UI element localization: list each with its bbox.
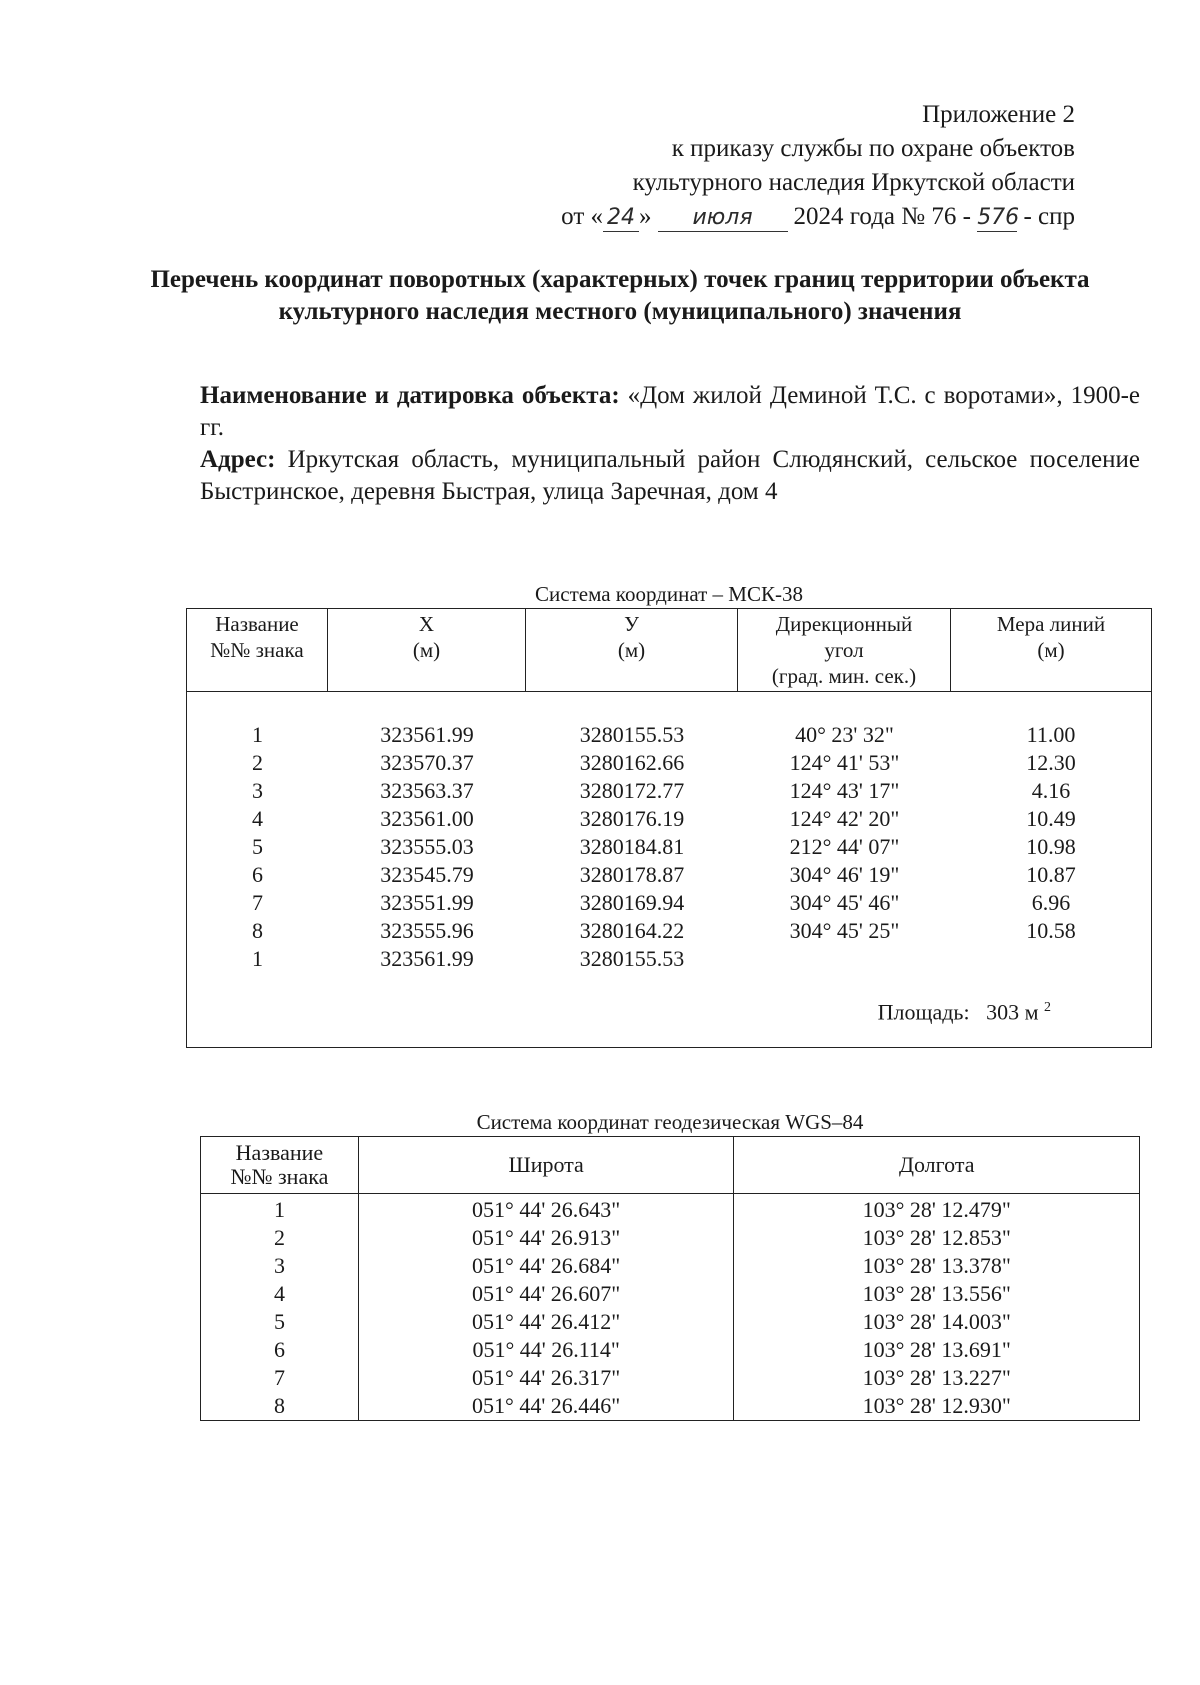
appendix-header xyxy=(561,98,1075,234)
msk-cell-y: 3280155.53 xyxy=(579,946,685,971)
msk-cell-number: 6 xyxy=(252,862,263,887)
msk-cell-number: 7 xyxy=(252,890,263,915)
msk-cell-x: 323561.99 xyxy=(380,722,474,747)
msk-cell-length: 10.49 xyxy=(1026,806,1076,831)
order-reference: к приказу службы по охране объектов xyxy=(671,135,1075,162)
object-info xyxy=(200,380,1140,508)
msk-cell-x: 323563.37 xyxy=(380,778,474,803)
msk-cell-length: 10.98 xyxy=(1026,834,1076,859)
msk-cell-y: 3280184.81 xyxy=(579,834,685,859)
object-address-value: Иркутская область, муниципальный район Слюдянский, сельское поселение Быстринское, деревня Быстрая, улица Заречная, дом 4 xyxy=(200,446,1140,505)
msk-cell-y: 3280178.87 xyxy=(579,862,685,887)
table-row xyxy=(201,1224,1140,1252)
wgs-cell-lat: 051° 44' 26.446" xyxy=(358,1392,734,1421)
wgs-cell-number: 1 xyxy=(201,1194,359,1225)
date-quote-close: » xyxy=(639,203,652,230)
msk-cell-length: 12.30 xyxy=(1026,750,1076,775)
msk-cell-number: 3 xyxy=(252,778,263,803)
date-suffix: - спр xyxy=(1023,203,1075,230)
wgs-cell-lon: 103° 28' 12.930" xyxy=(734,1392,1140,1421)
wgs-cell-lon: 103° 28' 13.691" xyxy=(734,1336,1140,1364)
wgs-table-body xyxy=(201,1194,1140,1421)
wgs-cell-number: 2 xyxy=(201,1224,359,1252)
wgs-cell-lat: 051° 44' 26.913" xyxy=(358,1224,734,1252)
msk-cell-length: 10.58 xyxy=(1026,918,1076,943)
wgs-cell-number: 5 xyxy=(201,1308,359,1336)
table-row xyxy=(201,1252,1140,1280)
msk-cell-y: 3280164.22 xyxy=(579,918,685,943)
msk-cell-y: 3280169.94 xyxy=(579,890,685,915)
table-row xyxy=(187,749,1151,777)
msk-cell-angle: 40° 23' 32" xyxy=(795,722,894,747)
date-year: 2024 года № 76 - xyxy=(793,203,971,230)
msk-header-y: У (м) xyxy=(526,609,738,691)
msk-cell-length: 11.00 xyxy=(1026,722,1076,747)
area-summary xyxy=(878,994,1051,1026)
msk-cell-angle: 124° 43' 17" xyxy=(789,778,900,803)
table-row xyxy=(201,1308,1140,1336)
object-name-label: Наименование и датировка объекта: xyxy=(200,382,620,409)
msk-cell-y: 3280172.77 xyxy=(579,778,685,803)
wgs-table-header xyxy=(201,1137,1140,1194)
wgs-cell-lat: 051° 44' 26.643" xyxy=(358,1194,734,1225)
msk-cell-number: 5 xyxy=(252,834,263,859)
msk-cell-x: 323545.79 xyxy=(380,862,474,887)
msk-header-angle: Дирекционный угол (град. мин. сек.) xyxy=(738,609,951,691)
msk-cell-x: 323561.99 xyxy=(380,946,474,971)
wgs-cell-lat: 051° 44' 26.684" xyxy=(358,1252,734,1280)
document-title: Перечень координат поворотных (характерных) точек границ территории объекта культурного наследия местного (муниципального) значения xyxy=(150,266,1090,325)
table-row xyxy=(187,721,1151,749)
wgs-cell-lat: 051° 44' 26.607" xyxy=(358,1280,734,1308)
order-number-handwritten: 576 xyxy=(977,205,1020,230)
msk-cell-number: 8 xyxy=(252,918,263,943)
msk-cell-number: 4 xyxy=(252,806,263,831)
wgs-header-lon: Долгота xyxy=(734,1137,1140,1194)
msk-table-header xyxy=(187,609,1151,692)
msk-cell-angle: 304° 45' 46" xyxy=(789,890,900,915)
table-row xyxy=(187,945,1151,973)
msk-cell-length: 4.16 xyxy=(1031,778,1071,803)
date-month-handwritten: июля xyxy=(658,205,788,232)
table-row xyxy=(187,777,1151,805)
wgs-cell-number: 7 xyxy=(201,1364,359,1392)
wgs-cell-lon: 103° 28' 13.556" xyxy=(734,1280,1140,1308)
object-name-value: «Дом жилой Деминой Т.С. с воротами», 1900-е гг. xyxy=(200,382,1140,441)
msk-cell-angle: 212° 44' 07" xyxy=(789,834,900,859)
table-row xyxy=(201,1364,1140,1392)
wgs-coordinates-table xyxy=(200,1136,1140,1421)
msk-cell-length: 6.96 xyxy=(1031,890,1071,915)
msk-cell-x: 323561.00 xyxy=(380,806,474,831)
msk-cell-number: 1 xyxy=(252,946,263,971)
table-row xyxy=(201,1336,1140,1364)
wgs-cell-lon: 103° 28' 12.853" xyxy=(734,1224,1140,1252)
table-row xyxy=(187,861,1151,889)
wgs-caption: Система координат геодезическая WGS–84 xyxy=(476,1110,864,1134)
table-row xyxy=(201,1392,1140,1421)
object-address-line xyxy=(200,444,1140,508)
msk-cell-number: 2 xyxy=(252,750,263,775)
table-row xyxy=(201,1280,1140,1308)
wgs-cell-number: 6 xyxy=(201,1336,359,1364)
area-unit-superscript: 2 xyxy=(1044,1000,1051,1015)
wgs-cell-lat: 051° 44' 26.114" xyxy=(358,1336,734,1364)
wgs-cell-number: 4 xyxy=(201,1280,359,1308)
msk-cell-x: 323555.96 xyxy=(380,918,474,943)
msk-cell-number: 1 xyxy=(252,722,263,747)
msk-cell-y: 3280176.19 xyxy=(579,806,685,831)
wgs-cell-lon: 103° 28' 13.378" xyxy=(734,1252,1140,1280)
wgs-header-name: Название №№ знака xyxy=(201,1137,359,1194)
msk-cell-angle: 304° 45' 25" xyxy=(789,918,900,943)
msk-cell-y: 3280162.66 xyxy=(579,750,685,775)
msk-cell-x: 323555.03 xyxy=(380,834,474,859)
msk-cell-y: 3280155.53 xyxy=(579,722,685,747)
wgs-cell-lon: 103° 28' 13.227" xyxy=(734,1364,1140,1392)
wgs-header-lat: Широта xyxy=(358,1137,734,1194)
date-prefix: от « xyxy=(561,203,604,230)
table-row xyxy=(187,833,1151,861)
table-row xyxy=(187,889,1151,917)
wgs-cell-number: 8 xyxy=(201,1392,359,1421)
msk-caption: Система координат – МСК-38 xyxy=(535,582,803,606)
order-date-line xyxy=(561,200,1075,234)
area-value: 303 м xyxy=(986,999,1039,1025)
msk-header-length: Мера линий (м) xyxy=(996,612,1106,662)
wgs-cell-lon: 103° 28' 14.003" xyxy=(734,1308,1140,1336)
appendix-number: Приложение 2 xyxy=(922,101,1075,128)
wgs-cell-number: 3 xyxy=(201,1252,359,1280)
wgs-cell-lat: 051° 44' 26.412" xyxy=(358,1308,734,1336)
msk-cell-length: 10.87 xyxy=(1026,862,1076,887)
msk-cell-angle: 304° 46' 19" xyxy=(789,862,900,887)
table-row xyxy=(187,917,1151,945)
table-row xyxy=(201,1194,1140,1225)
msk-header-x: X (м) xyxy=(328,609,526,691)
object-address-label: Адрес: xyxy=(200,446,276,473)
issuing-authority: культурного наследия Иркутской области xyxy=(632,169,1075,196)
msk-cell-x: 323551.99 xyxy=(380,890,474,915)
area-label: Площадь: xyxy=(877,999,970,1025)
wgs-cell-lon: 103° 28' 12.479" xyxy=(734,1194,1140,1225)
msk-cell-x: 323570.37 xyxy=(380,750,474,775)
wgs-cell-lat: 051° 44' 26.317" xyxy=(358,1364,734,1392)
date-day-handwritten: 24 xyxy=(603,205,639,232)
msk-coordinates-table xyxy=(186,608,1152,1048)
msk-header-name: Название №№ знака xyxy=(187,609,328,691)
msk-table-body xyxy=(187,721,1151,973)
msk-cell-angle: 124° 41' 53" xyxy=(789,750,900,775)
table-row xyxy=(187,805,1151,833)
msk-cell-angle: 124° 42' 20" xyxy=(789,806,900,831)
object-name-line xyxy=(200,380,1140,444)
